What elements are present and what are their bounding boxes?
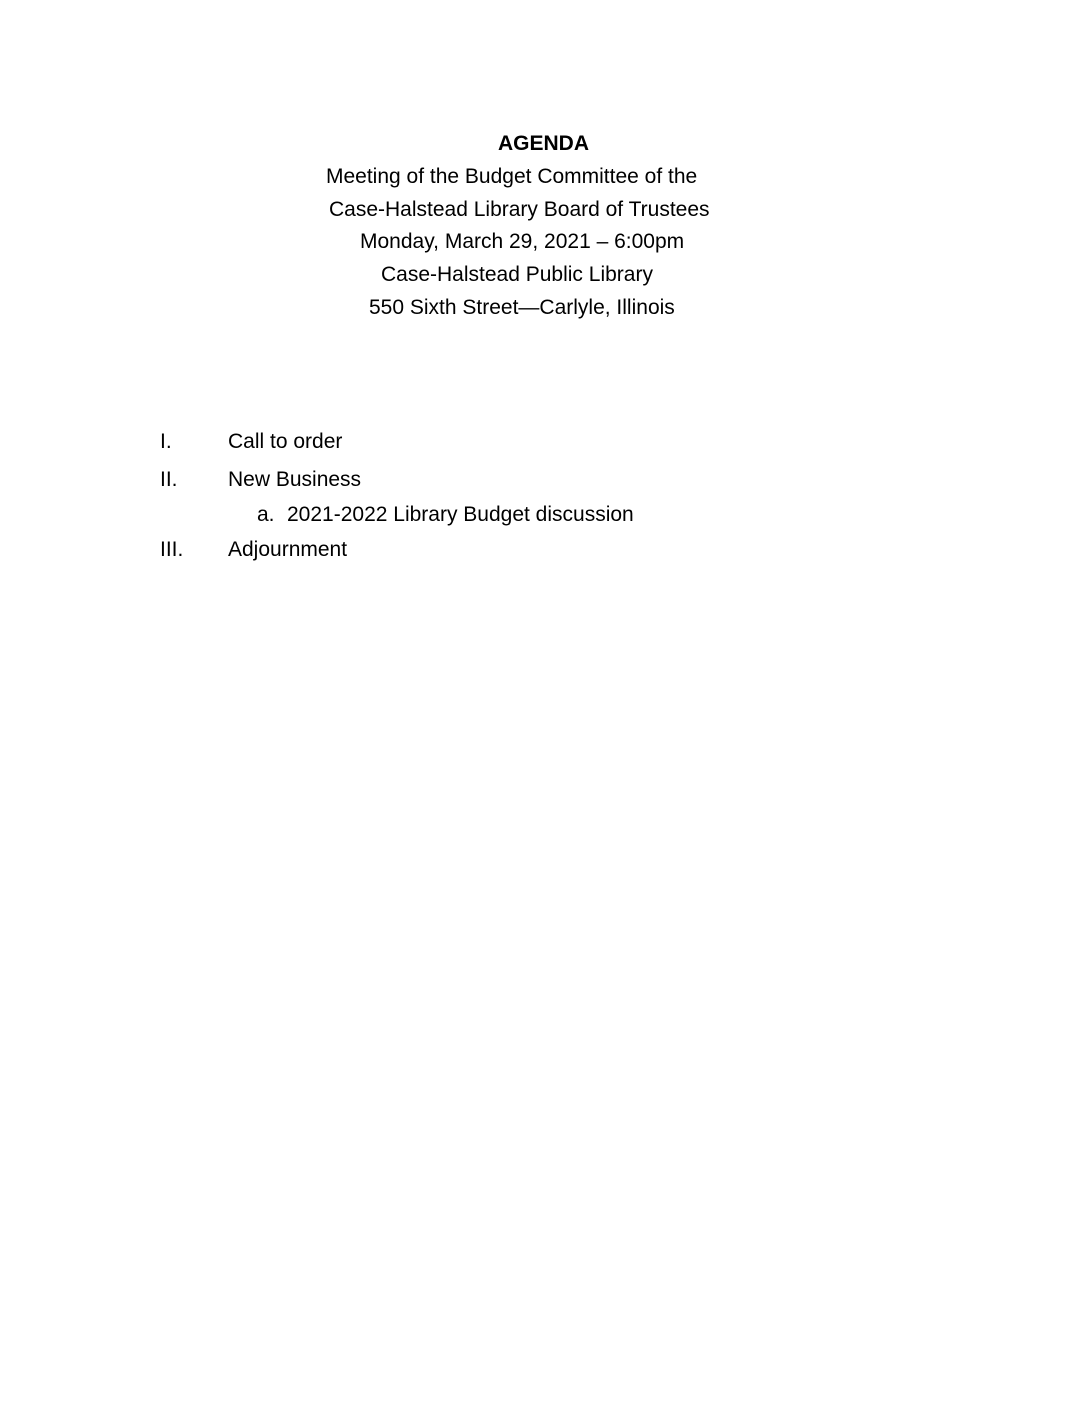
- item-text: Adjournment: [228, 538, 348, 561]
- agenda-item-call-to-order: [160, 429, 760, 455]
- item-text: 2021-2022 Library Budget discussion: [287, 503, 634, 526]
- subitem-letter: a.: [257, 503, 275, 526]
- meeting-name-line: Meeting of the Budget Committee of the: [326, 165, 698, 188]
- meeting-date-line: Monday, March 29, 2021 – 6:00pm: [360, 230, 685, 253]
- agenda-item-new-business: [160, 467, 760, 493]
- item-numeral: II.: [160, 468, 178, 491]
- item-numeral: I.: [160, 430, 172, 453]
- agenda-title: AGENDA: [498, 132, 590, 155]
- agenda-subitem-budget-discussion: [257, 502, 757, 528]
- board-name-line: Case-Halstead Library Board of Trustees: [329, 198, 710, 221]
- agenda-item-adjournment: [160, 537, 760, 563]
- location-name-line: Case-Halstead Public Library: [381, 263, 653, 286]
- location-address-line: 550 Sixth Street—Carlyle, Illinois: [369, 296, 675, 319]
- item-text: New Business: [228, 468, 362, 491]
- item-numeral: III.: [160, 538, 184, 561]
- item-text: Call to order: [228, 430, 343, 453]
